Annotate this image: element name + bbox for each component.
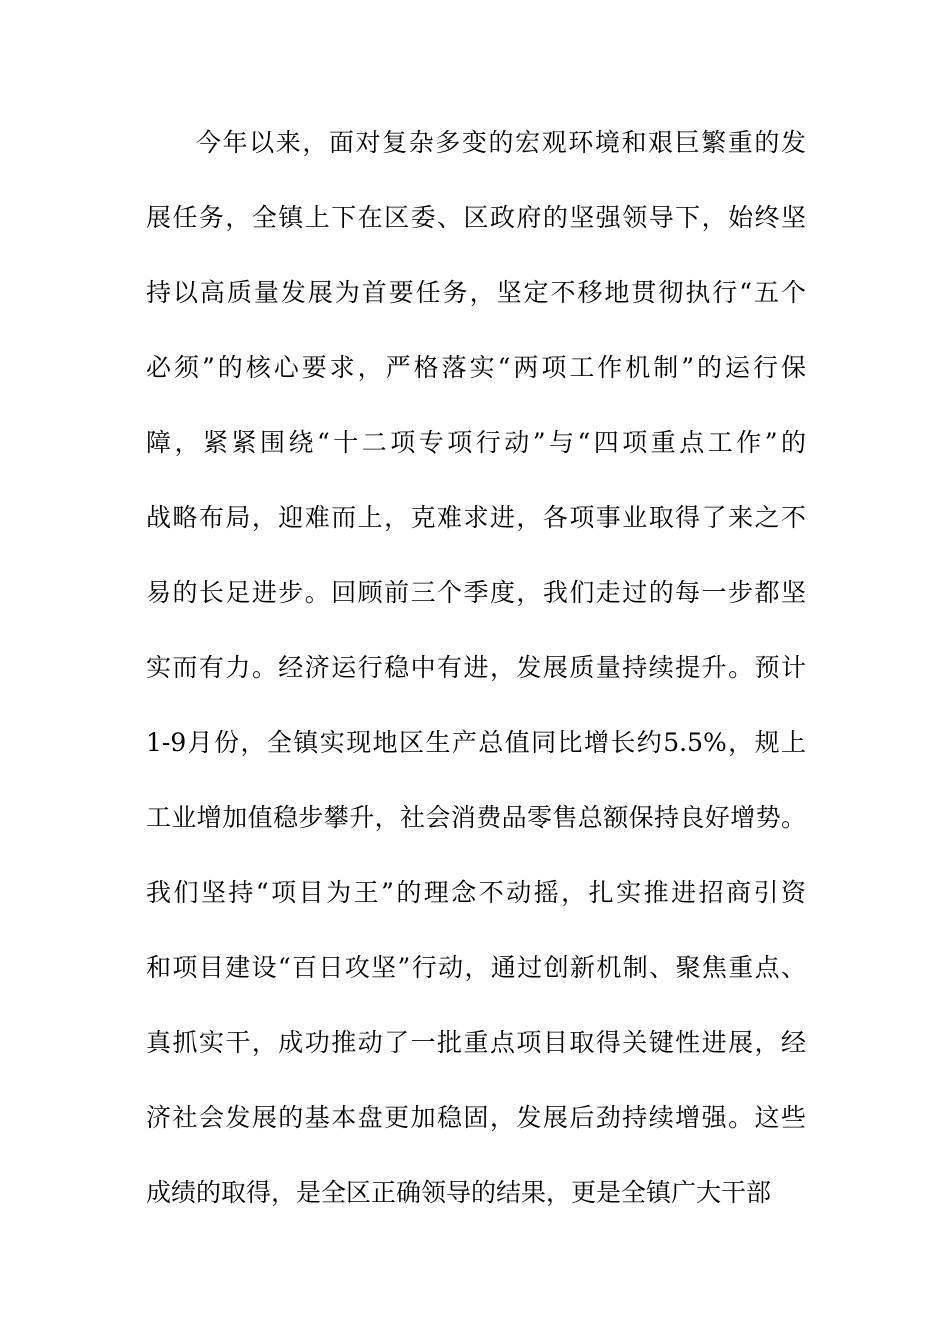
paragraph-line: 工业增加值稳步攀升，社会消费品零售总额保持良好增势。: [146, 803, 806, 832]
paragraph-line: 今年以来，面对复杂多变的宏观环境和艰巨繁重的发: [196, 128, 806, 157]
paragraph-line: 战略布局，迎难而上，克难求进，各项事业取得了来之不: [146, 503, 806, 532]
paragraph-line: 济社会发展的基本盘更加稳固，发展后劲持续增强。这些: [146, 1103, 806, 1132]
paragraph-line: 实而有力。经济运行稳中有进，发展质量持续提升。预计: [146, 653, 806, 682]
body-paragraph: [146, 118, 806, 1243]
paragraph-line: 易的长足进步。回顾前三个季度，我们走过的每一步都坚: [146, 578, 806, 607]
paragraph-line: 成绩的取得，是全区正确领导的结果，更是全镇广大干部: [146, 1178, 772, 1207]
paragraph-line: 障，紧紧围绕“十二项专项行动”与“四项重点工作”的: [146, 428, 806, 457]
paragraph-line: 必须”的核心要求，严格落实“两项工作机制”的运行保: [146, 353, 806, 382]
paragraph-line: 持以高质量发展为首要任务，坚定不移地贯彻执行“五个: [146, 278, 806, 307]
paragraph-line: 我们坚持“项目为王”的理念不动摇，扎实推进招商引资: [146, 878, 806, 907]
paragraph-line: 和项目建设“百日攻坚”行动，通过创新机制、聚焦重点、: [146, 953, 806, 982]
paragraph-line: 展任务，全镇上下在区委、区政府的坚强领导下，始终坚: [146, 203, 806, 232]
paragraph-line: 1-9月份，全镇实现地区生产总值同比增长约5.5%，规上: [146, 728, 806, 757]
paragraph-line: 真抓实干，成功推动了一批重点项目取得关键性进展，经: [146, 1028, 806, 1057]
